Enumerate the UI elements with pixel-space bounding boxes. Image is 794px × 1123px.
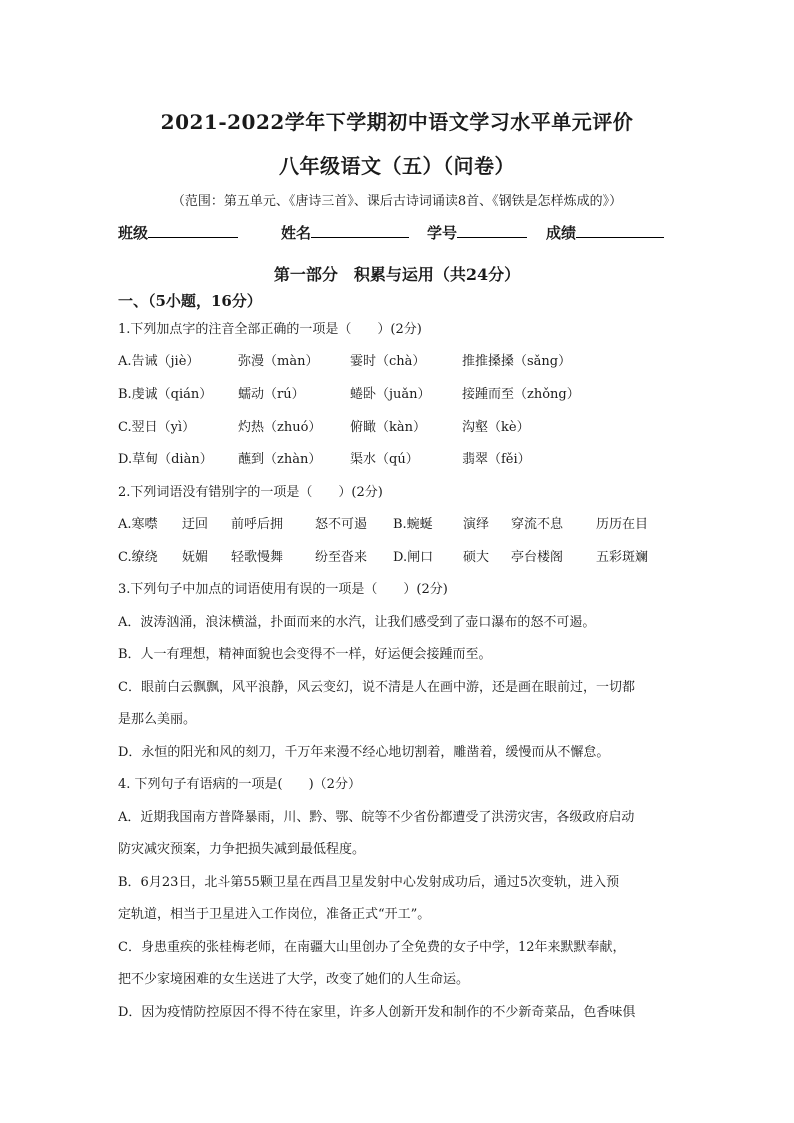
q1-stem: 1.下列加点字的注音全部正确的一项是（ ）(2分) xyxy=(118,322,422,337)
student-id-field[interactable] xyxy=(427,222,527,243)
exam-title: 2021-2022学年下学期初中语文学习水平单元评价 xyxy=(160,110,634,134)
q1-word: 灼热（zhuó） xyxy=(238,420,322,435)
score-label: 成绩 xyxy=(546,224,577,242)
q2-word: 轻歌慢舞 xyxy=(231,550,284,565)
q4-option-b: B．6月23日，北斗第55颗卫星在西昌卫星发射中心发射成功后，通过5次变轨，进入预 xyxy=(118,875,620,890)
q1-word: 渠水（qú） xyxy=(350,452,419,467)
q1-word: 翡翠（fěi） xyxy=(462,452,531,467)
q4-stem: 4. 下列句子有语病的一项是( )（2分） xyxy=(118,777,361,792)
q1-word: 沟壑（kè） xyxy=(462,420,530,435)
q1-word: 弥漫（màn） xyxy=(238,354,319,369)
q2-word: 五彩斑斓 xyxy=(596,550,649,565)
name-field[interactable] xyxy=(281,222,409,243)
q2-word: 前呼后拥 xyxy=(231,517,284,532)
class-label: 班级 xyxy=(118,224,149,242)
q3-option-c-continued: 是那么美丽。 xyxy=(118,712,197,727)
q1-word: 推推搡搡（sǎng） xyxy=(462,354,572,369)
q2-option-d: D.闸口 xyxy=(393,550,434,565)
class-blank[interactable] xyxy=(148,222,238,238)
name-label: 姓名 xyxy=(281,224,312,242)
part1-title: 第一部分 积累与运用（共24分） xyxy=(273,265,521,284)
q2-word: 演绎 xyxy=(463,517,490,532)
q4-option-a: A．近期我国南方普降暴雨，川、黔、鄂、皖等不少省份都遭受了洪涝灾害，各级政府启动 xyxy=(118,810,635,825)
q2-word: 亭台楼阁 xyxy=(511,550,564,565)
q2-option-b: B.蜿蜒 xyxy=(393,517,433,532)
q3-option-c: C．眼前白云飘飘，风平浪静，风云变幻，说不清是人在画中游，还是画在眼前过，一切都 xyxy=(118,680,635,695)
exam-scope: （范围：第五单元、《唐诗三首》、课后古诗词诵读8首、《钢铁是怎样炼成的》） xyxy=(171,194,623,209)
q2-stem: 2.下列词语没有错别字的一项是（ ）(2分) xyxy=(118,485,383,500)
q1-word: 霎时（chà） xyxy=(350,354,426,369)
q4-option-b-continued: 定轨道，相当于卫星进入工作岗位，准备正式“开工”。 xyxy=(118,907,431,922)
q4-option-c: C．身患重疾的张桂梅老师，在南疆大山里创办了全免费的女子中学，12年来默默奉献， xyxy=(118,940,626,955)
q3-option-b: B．人一有理想，精神面貌也会变得不一样，好运便会接踵而至。 xyxy=(118,647,492,662)
q1-word: 蠕动（rú） xyxy=(238,387,305,402)
name-blank[interactable] xyxy=(311,222,409,238)
q2-option-c: C.缭绕 xyxy=(118,550,158,565)
student-id-blank[interactable] xyxy=(457,222,527,238)
q1-option-a: A.告诫（jiè） xyxy=(118,354,200,369)
q1-word: 接踵而至（zhǒng） xyxy=(462,387,580,402)
q3-option-a: A．波涛汹涌，浪沫横溢，扑面而来的水汽，让我们感受到了壶口瀑布的怒不可遏。 xyxy=(118,615,596,630)
q4-option-d: D．因为疫情防控原因不得不待在家里，许多人创新开发和制作的不少新奇菜品，色香味俱 xyxy=(118,1005,636,1020)
q2-word: 迂回 xyxy=(182,517,209,532)
q2-word: 妩媚 xyxy=(182,550,209,565)
q2-word: 历历在目 xyxy=(596,517,649,532)
q1-option-c: C.翌日（yì） xyxy=(118,420,196,435)
q3-option-d: D．永恒的阳光和风的刻刀，千万年来漫不经心地切割着，雕凿着，缓慢而从不懈怠。 xyxy=(118,745,610,760)
q2-option-a: A.寒噤 xyxy=(118,517,158,532)
q1-word: 蘸到（zhàn） xyxy=(238,452,322,467)
q3-stem: 3.下列句子中加点的词语使用有误的一项是（ ）(2分) xyxy=(118,582,448,597)
q1-word: 俯瞰（kàn） xyxy=(350,420,427,435)
q2-word: 硕大 xyxy=(463,550,490,565)
score-blank[interactable] xyxy=(576,222,664,238)
q1-option-b: B.虔诚（qián） xyxy=(118,387,213,402)
section1-title: 一、（5小题，16分） xyxy=(118,292,262,310)
score-field[interactable] xyxy=(546,222,664,243)
q2-word: 纷至沓来 xyxy=(315,550,368,565)
q1-option-d: D.草甸（diàn） xyxy=(118,452,213,467)
q1-word: 蜷卧（juǎn） xyxy=(350,387,431,402)
student-info-line xyxy=(118,222,678,244)
exam-subtitle: 八年级语文（五）（问卷） xyxy=(279,154,515,178)
q2-word: 穿流不息 xyxy=(511,517,564,532)
q2-word: 怒不可遏 xyxy=(315,517,368,532)
q4-option-c-continued: 把不少家境困难的女生送进了大学，改变了她们的人生命运。 xyxy=(118,972,470,987)
class-field[interactable] xyxy=(118,222,238,243)
student-id-label: 学号 xyxy=(427,224,458,242)
q4-option-a-continued: 防灾减灾预案，力争把损失减到最低程度。 xyxy=(118,842,366,857)
